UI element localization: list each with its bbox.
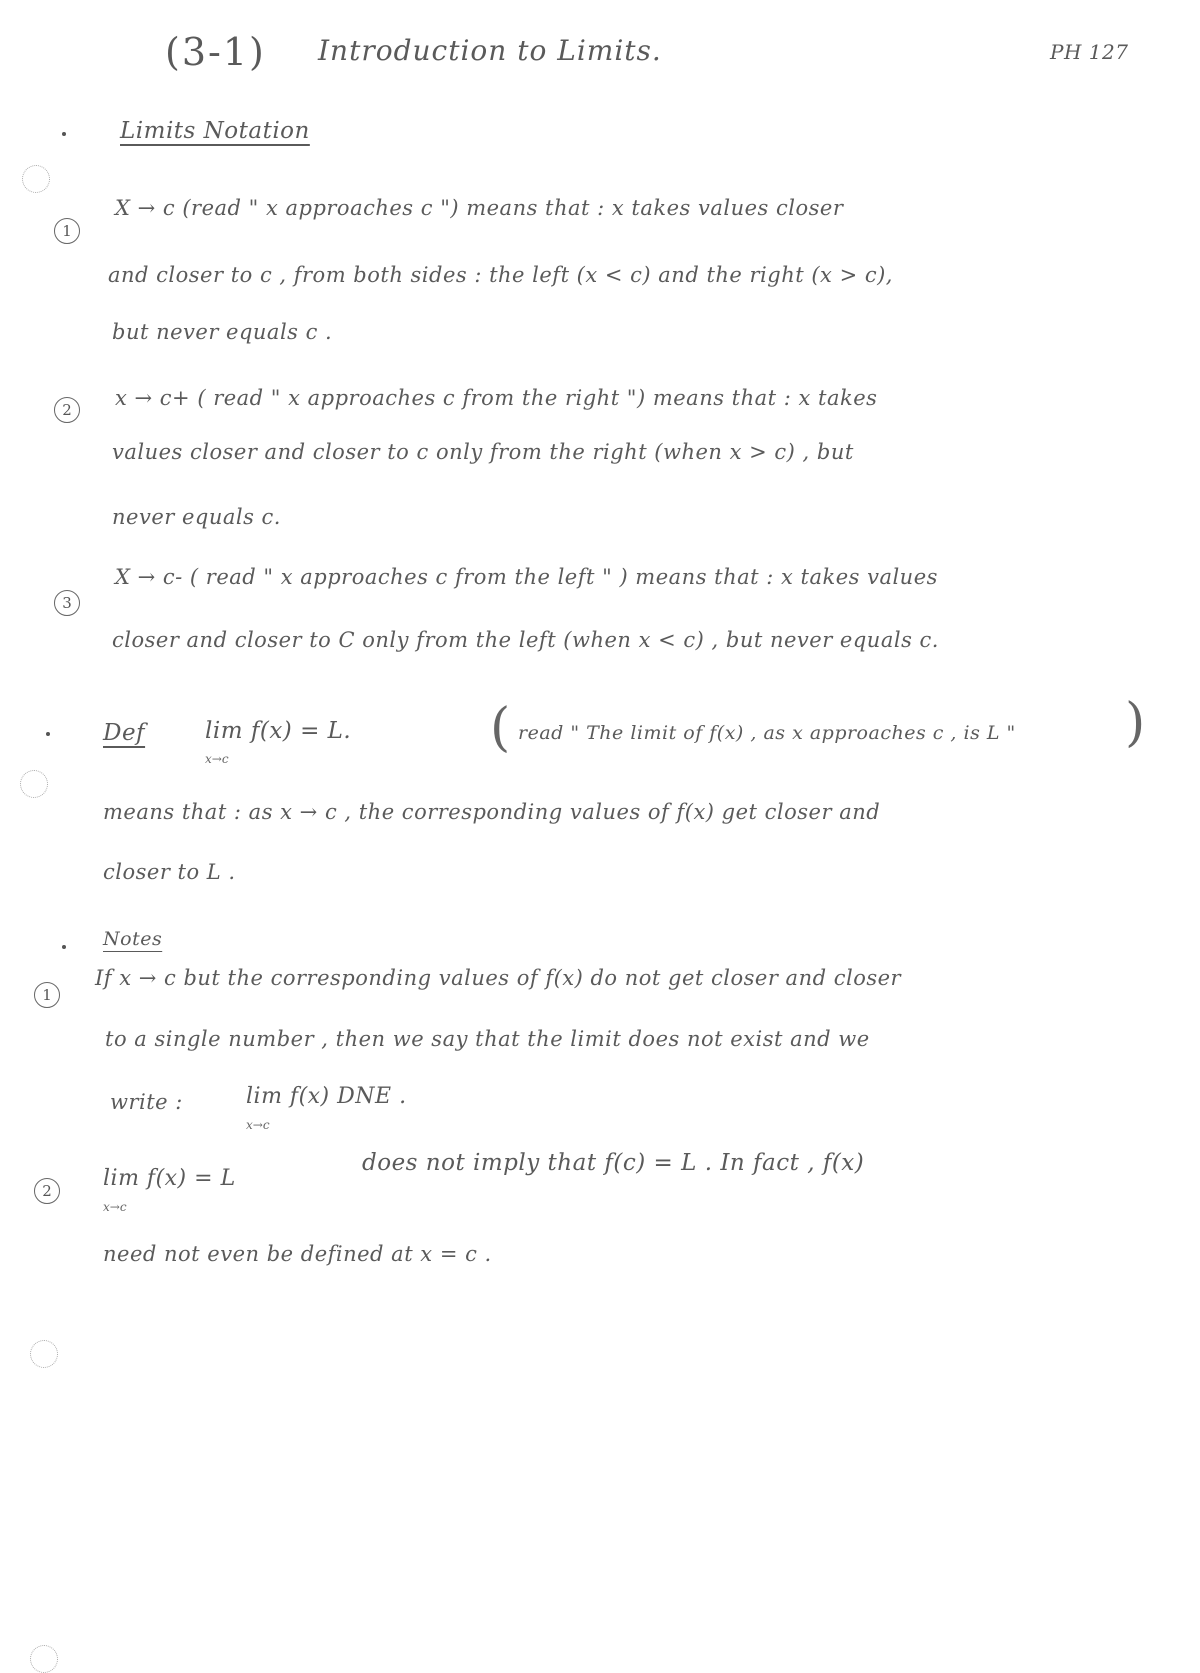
page-title: Introduction to Limits. bbox=[318, 34, 662, 67]
item-3-number: 3 bbox=[54, 590, 80, 616]
punch-hole bbox=[30, 1645, 58, 1673]
note-1-line-2: to a single number , then we say that the limit does not exist and we bbox=[105, 1027, 870, 1051]
item-1-line-2: and closer to c , from both sides : the left (x < c) and the right (x > c), bbox=[108, 263, 893, 287]
note-2-line-1: does not imply that f(c) = L . In fact , f(x) bbox=[362, 1150, 865, 1176]
close-paren: ) bbox=[1125, 693, 1146, 753]
note-2-expression: lim f(x) = L bbox=[103, 1166, 236, 1191]
note-1-write-expression: lim f(x) DNE . bbox=[246, 1084, 407, 1109]
punch-hole bbox=[20, 770, 48, 798]
punch-hole bbox=[30, 1340, 58, 1368]
note-1-write-subscript: x→c bbox=[246, 1118, 270, 1132]
note-2-number: 2 bbox=[34, 1178, 60, 1204]
bullet bbox=[62, 132, 66, 136]
def-expression: lim f(x) = L. bbox=[205, 718, 352, 744]
item-1-number: 1 bbox=[54, 218, 80, 244]
notation-heading: Limits Notation bbox=[120, 118, 310, 144]
notes-heading: Notes bbox=[103, 928, 163, 950]
item-2-line-3: never equals c. bbox=[112, 505, 281, 529]
def-read: read " The limit of f(x) , as x approaches c , is L " bbox=[518, 722, 1016, 744]
item-3-line-2: closer and closer to C only from the left (when x < c) , but never equals c. bbox=[112, 628, 939, 652]
item-2-line-1: x → c+ ( read " x approaches c from the right ") means that : x takes bbox=[115, 386, 878, 410]
item-3-line-1: X → c- ( read " x approaches c from the left " ) means that : x takes values bbox=[115, 565, 938, 589]
item-1-line-1: X → c (read " x approaches c ") means that : x takes values closer bbox=[115, 196, 844, 220]
def-line-2: closer to L . bbox=[103, 860, 236, 884]
note-1-write-label: write : bbox=[110, 1090, 183, 1114]
note-2-line-2: need not even be defined at x = c . bbox=[103, 1242, 492, 1266]
def-subscript: x→c bbox=[205, 752, 229, 766]
bullet bbox=[62, 945, 66, 949]
bullet bbox=[46, 732, 50, 736]
note-1-number: 1 bbox=[34, 982, 60, 1008]
def-line-1: means that : as x → c , the corresponding values of f(x) get closer and bbox=[103, 800, 881, 824]
note-1-line-1: If x → c but the corresponding values of f(x) do not get closer and closer bbox=[95, 966, 902, 990]
punch-hole bbox=[22, 165, 50, 193]
section-number: (3-1) bbox=[165, 30, 266, 74]
note-2-subscript: x→c bbox=[103, 1200, 127, 1214]
item-2-line-2: values closer and closer to c only from the right (when x > c) , but bbox=[112, 440, 854, 464]
item-1-line-3: but never equals c . bbox=[112, 320, 333, 344]
item-2-number: 2 bbox=[54, 397, 80, 423]
open-paren: ( bbox=[490, 698, 511, 758]
page-mark: PH 127 bbox=[1050, 40, 1129, 64]
def-label: Def bbox=[103, 720, 146, 746]
